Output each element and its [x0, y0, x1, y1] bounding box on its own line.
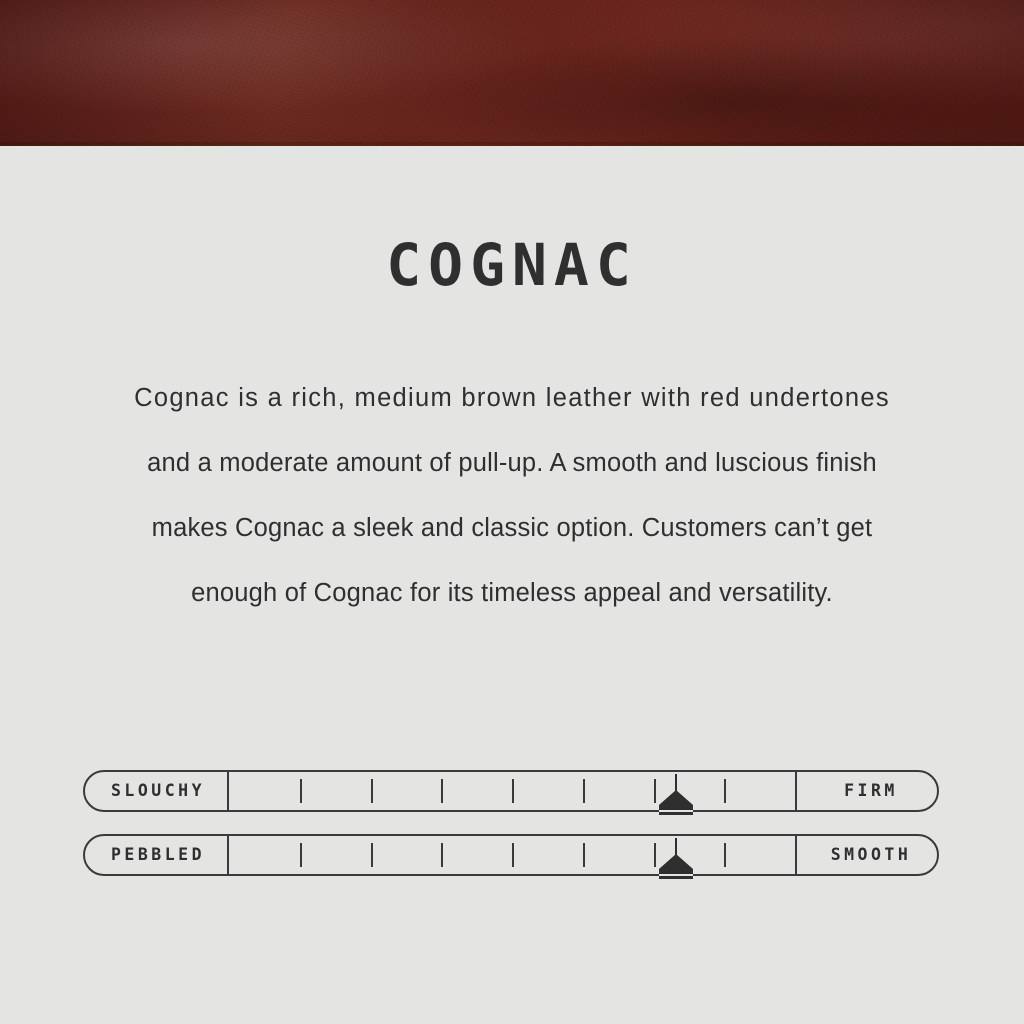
meter-texture	[83, 834, 941, 880]
description-line: and a moderate amount of pull-up. A smooth and luscious finish	[147, 449, 877, 477]
meter-tick	[654, 843, 656, 867]
meter-tick	[371, 779, 373, 803]
meter-tick	[441, 779, 443, 803]
meter-tick	[654, 779, 656, 803]
description-line: makes Cognac a sleek and classic option. Customers can’t get	[151, 514, 873, 542]
attribute-meters	[0, 770, 1024, 898]
meter-right-label: SMOOTH	[795, 834, 941, 876]
meter-left-label: SLOUCHY	[83, 770, 229, 812]
leather-swatch-image	[0, 0, 1024, 146]
page-title: COGNAC	[386, 231, 638, 299]
meter-tick	[300, 843, 302, 867]
meter-tick	[583, 843, 585, 867]
product-description	[112, 366, 912, 626]
swatch-bottom-edge	[0, 142, 1024, 146]
description-line: Cognac is a rich, medium brown leather with red undertones	[134, 384, 890, 412]
meter-tick-group	[229, 834, 795, 876]
leather-vignette	[0, 0, 1024, 146]
description-line: enough of Cognac for its timeless appeal and versatility.	[191, 579, 833, 607]
meter-tick	[300, 779, 302, 803]
meter-tick	[441, 843, 443, 867]
meter-tick	[371, 843, 373, 867]
meter-tick	[724, 843, 726, 867]
meter-structure	[83, 770, 941, 816]
meter-tick	[512, 843, 514, 867]
meter-tick	[512, 779, 514, 803]
meter-tick-group	[229, 770, 795, 812]
meter-tick	[724, 779, 726, 803]
meter-right-label: FIRM	[795, 770, 941, 812]
meter-tick	[583, 779, 585, 803]
meter-left-label: PEBBLED	[83, 834, 229, 876]
